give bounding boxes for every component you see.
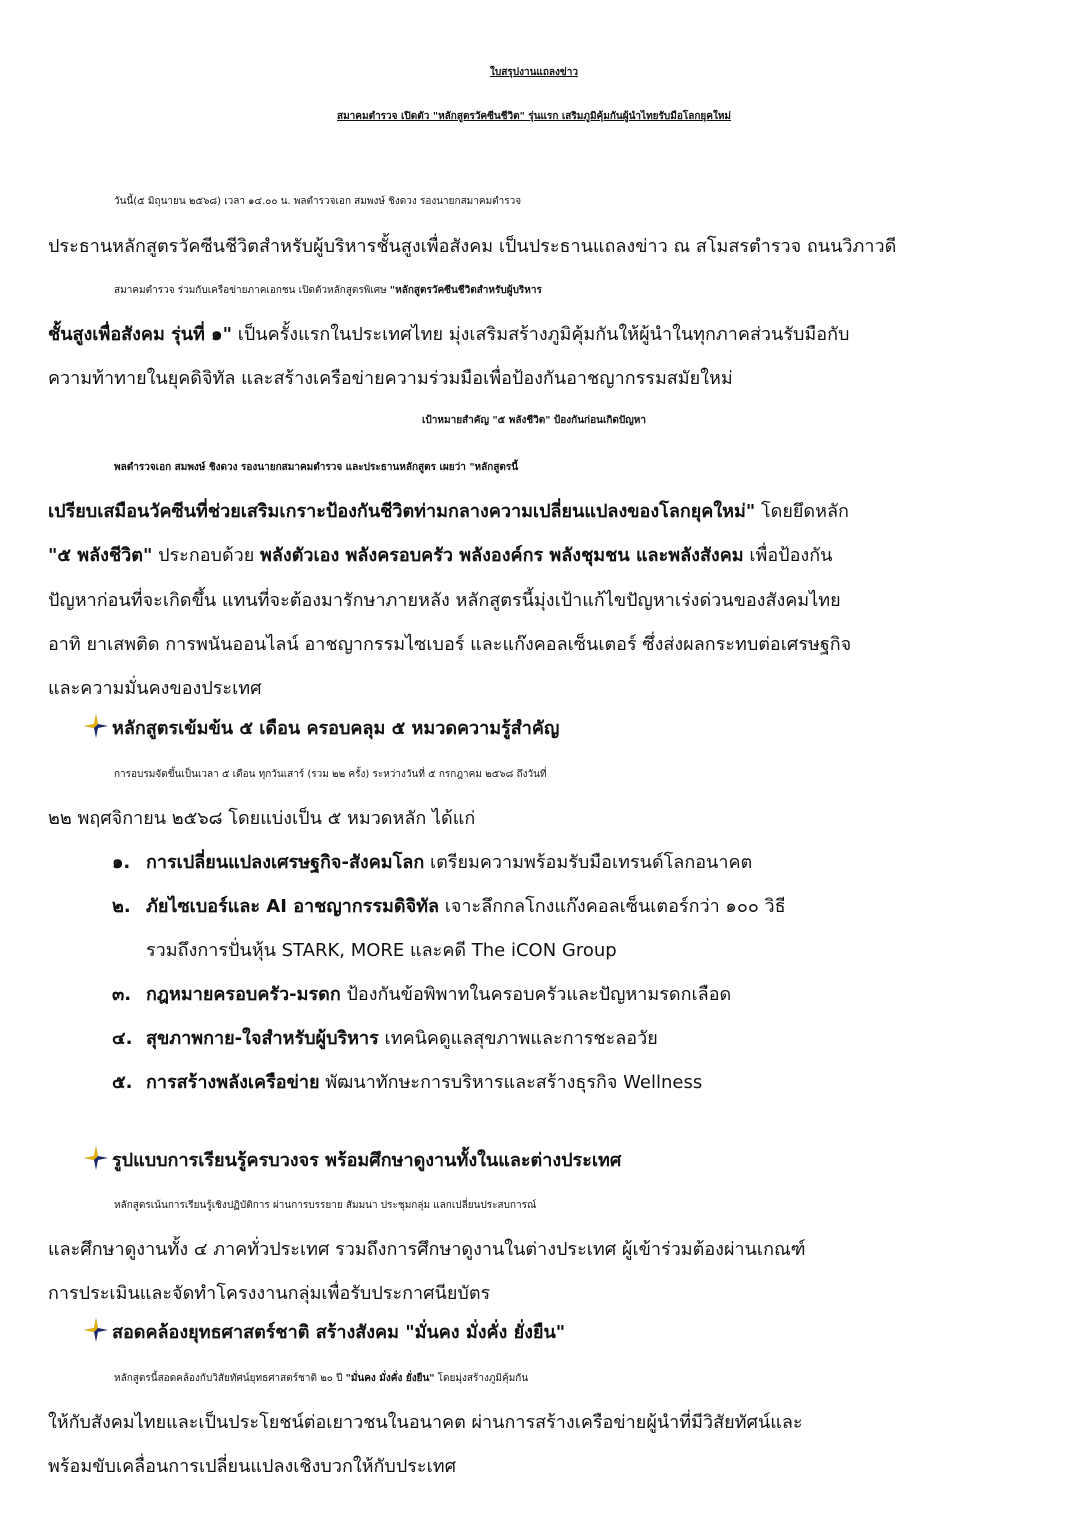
document-subtitle: สมาคมตำรวจ เปิดตัว "หลักสูตรวัคซีนชีวิต" รุ่นแรก เสริมภูมิคุ้มกันผู้นำไทยรับมือโลกยุคใหม่: [336, 111, 732, 122]
paragraph-3-line-5: อาทิ ยาเสพติด การพนันออนไลน์ อาชญากรรมไซเบอร์ และแก๊งคอลเซ็นเตอร์ ซึ่งส่งผลกระทบต่อเศรษฐกิจ: [48, 634, 852, 655]
p2-text: สมาคมตำรวจ ร่วมกับเครือข่ายภาคเอกชน เปิดตัวหลักสูตรพิเศษ: [114, 285, 390, 296]
list-item-text: ป้องกันข้อพิพาทในครอบครัวและปัญหามรดกเลือด: [340, 984, 732, 1005]
section-heading-goals: เป้าหมายสำคัญ "๕ พลังชีวิต" ป้องกันก่อนเกิดปัญหา: [422, 415, 646, 426]
sec3-text-tail: โดยมุ่งสร้างภูมิคุ้มกัน: [434, 1373, 529, 1384]
five-powers-tail: เพื่อป้องกัน: [743, 545, 833, 566]
four-point-star-icon: [82, 1320, 112, 1346]
paragraph-3-line-4: ปัญหาก่อนที่จะเกิดขึ้น แทนที่จะต้องมารักษาภายหลัง หลักสูตรนี้มุ่งเป้าแก้ไขปัญหาเร่งด่วนของสังคมไทย: [48, 590, 841, 611]
section-2-heading-text: รูปแบบการเรียนรู้ครบวงจร พร้อมศึกษาดูงานทั้งในและต่างประเทศ: [112, 1150, 622, 1171]
paragraph-2-line-3: ความท้าทายในยุคดิจิทัล และสร้างเครือข่ายความร่วมมือเพื่อป้องกันอาชญากรรมสมัยใหม่: [48, 368, 733, 389]
four-point-star-icon: [82, 716, 112, 742]
list-number: ๔.: [112, 1028, 133, 1049]
quote-tail: โดยยึดหลัก: [755, 501, 849, 522]
section-3-line-3: พร้อมขับเคลื่อนการเปลี่ยนแปลงเชิงบวกให้กับประเทศ: [48, 1456, 457, 1477]
section-2-line-1: หลักสูตรเน้นการเรียนรู้เชิงปฏิบัติการ ผ่านการบรรยาย สัมมนา ประชุมกลุ่ม แลกเปลี่ยนประสบการณ์: [114, 1200, 537, 1211]
four-point-star-icon: [82, 1148, 112, 1174]
paragraph-3-line-2: [48, 499, 1008, 525]
list-number: ๕.: [112, 1072, 133, 1093]
five-powers-bold: "๕ พลังชีวิต": [48, 545, 153, 566]
section-2-line-3: การประเมินและจัดทำโครงงานกลุ่มเพื่อรับประกาศนียบัตร: [48, 1283, 491, 1304]
p2-bold-course-name-cont: ชั้นสูงเพื่อสังคม รุ่นที่ ๑": [48, 324, 232, 345]
list-item-title: สุขภาพกาย-ใจสำหรับผู้บริหาร: [146, 1028, 379, 1049]
list-item: [112, 1070, 702, 1096]
paragraph-3-line-1: พลตำรวจเอก สมพงษ์ ชิงดวง รองนายกสมาคมตำรวจ และประธานหลักสูตร เผยว่า "หลักสูตรนี้: [114, 462, 519, 473]
section-3-line-2: ให้กับสังคมไทยและเป็นประโยชน์ต่อเยาวชนในอนาคต ผ่านการสร้างเครือข่ายผู้นำที่มีวิสัยทัศน์และ: [48, 1412, 803, 1433]
section-3-line-1: [48, 1366, 1068, 1392]
paragraph-3-line-6: และความมั่นคงของประเทศ: [48, 678, 262, 699]
sec3-slogan-bold: "มั่นคง มั่งคั่ง ยั่งยืน": [345, 1373, 435, 1384]
list-number: ๑.: [112, 852, 131, 873]
section-3-heading: [82, 1320, 565, 1346]
five-powers-text: ประกอบด้วย: [152, 545, 261, 566]
section-1-heading-text: หลักสูตรเข้มข้น ๕ เดือน ครอบคลุม ๕ หมวดความรู้สำคัญ: [112, 718, 560, 739]
document-title: ใบสรุปงานแถลงข่าว: [490, 67, 578, 78]
list-item-title: กฎหมายครอบครัว-มรดก: [146, 984, 341, 1005]
section-1-line-2: ๒๒ พฤศจิกายน ๒๕๖๘ โดยแบ่งเป็น ๕ หมวดหลัก ได้แก่: [48, 808, 476, 829]
list-item-text: เทคนิคดูแลสุขภาพและการชะลอวัย: [378, 1028, 658, 1049]
paragraph-2-line-1: [48, 278, 1068, 304]
list-item-title: การเปลี่ยนแปลงเศรษฐกิจ-สังคมโลก: [146, 852, 425, 873]
section-1-heading: [82, 716, 559, 742]
list-item-title: การสร้างพลังเครือข่าย: [146, 1072, 320, 1093]
paragraph-1-line-1: วันนี้(๕ มิถุนายน ๒๕๖๘) เวลา ๑๔.๐๐ น. พลตำรวจเอก สมพงษ์ ชิงดวง รองนายกสมาคมตำรวจ: [114, 196, 522, 207]
five-powers-list-bold: พลังตัวเอง พลังครอบครัว พลังองค์กร พลังชุมชน และพลังสังคม: [260, 545, 744, 566]
list-item-text: เตรียมความพร้อมรับมือเทรนด์โลกอนาคต: [424, 852, 753, 873]
list-item: [112, 894, 786, 920]
section-1-line-1: การอบรมจัดขึ้นเป็นเวลา ๕ เดือน ทุกวันเสาร์ (รวม ๒๒ ครั้ง) ระหว่างวันที่ ๕ กรกฎาคม ๒๕๖๘ ถึงวันที่: [114, 769, 547, 780]
list-number: ๓.: [112, 984, 132, 1005]
p2-text-cont: เป็นครั้งแรกในประเทศไทย มุ่งเสริมสร้างภูมิคุ้มกันให้ผู้นำในทุกภาคส่วนรับมือกับ: [231, 324, 850, 345]
p2-bold-course-name: "หลักสูตรวัคซีนชีวิตสำหรับผู้บริหาร: [389, 285, 542, 296]
list-item: [112, 850, 752, 876]
paragraph-3-line-3: [48, 543, 1008, 569]
list-item: [112, 1026, 658, 1052]
list-item-2-continuation: รวมถึงการปั่นหุ้น STARK, MORE และคดี The iCON Group: [146, 940, 617, 961]
sec3-text: หลักสูตรนี้สอดคล้องกับวิสัยทัศน์ยุทธศาสตร์ชาติ ๒๐ ปี: [114, 1373, 346, 1384]
section-2-heading: [82, 1148, 621, 1174]
paragraph-2-line-2: [48, 322, 1008, 348]
list-number: ๒.: [112, 896, 131, 917]
list-item-text: เจาะลึกกลโกงแก๊งคอลเซ็นเตอร์กว่า ๑๐๐ วิธี: [439, 896, 786, 917]
section-2-line-2: และศึกษาดูงานทั้ง ๔ ภาคทั่วประเทศ รวมถึงการศึกษาดูงานในต่างประเทศ ผู้เข้าร่วมต้องผ่านเกณฑ์: [48, 1239, 806, 1260]
quote-bold: เปรียบเสมือนวัคซีนที่ช่วยเสริมเกราะป้องกันชีวิตท่ามกลางความเปลี่ยนแปลงของโลกยุคใหม่": [48, 501, 756, 522]
list-item-text: พัฒนาทักษะการบริหารและสร้างธุรกิจ Wellness: [319, 1072, 703, 1093]
section-3-heading-text: สอดคล้องยุทธศาสตร์ชาติ สร้างสังคม "มั่นคง มั่งคั่ง ยั่งยืน": [112, 1322, 566, 1343]
list-item: [112, 982, 731, 1008]
paragraph-1-line-2: ประธานหลักสูตรวัคซีนชีวิตสำหรับผู้บริหารชั้นสูงเพื่อสังคม เป็นประธานแถลงข่าว ณ สโมสรตำรวจ ถนนวิภาวดี: [48, 236, 897, 257]
list-item-title: ภัยไซเบอร์และ AI อาชญากรรมดิจิทัล: [146, 896, 440, 917]
